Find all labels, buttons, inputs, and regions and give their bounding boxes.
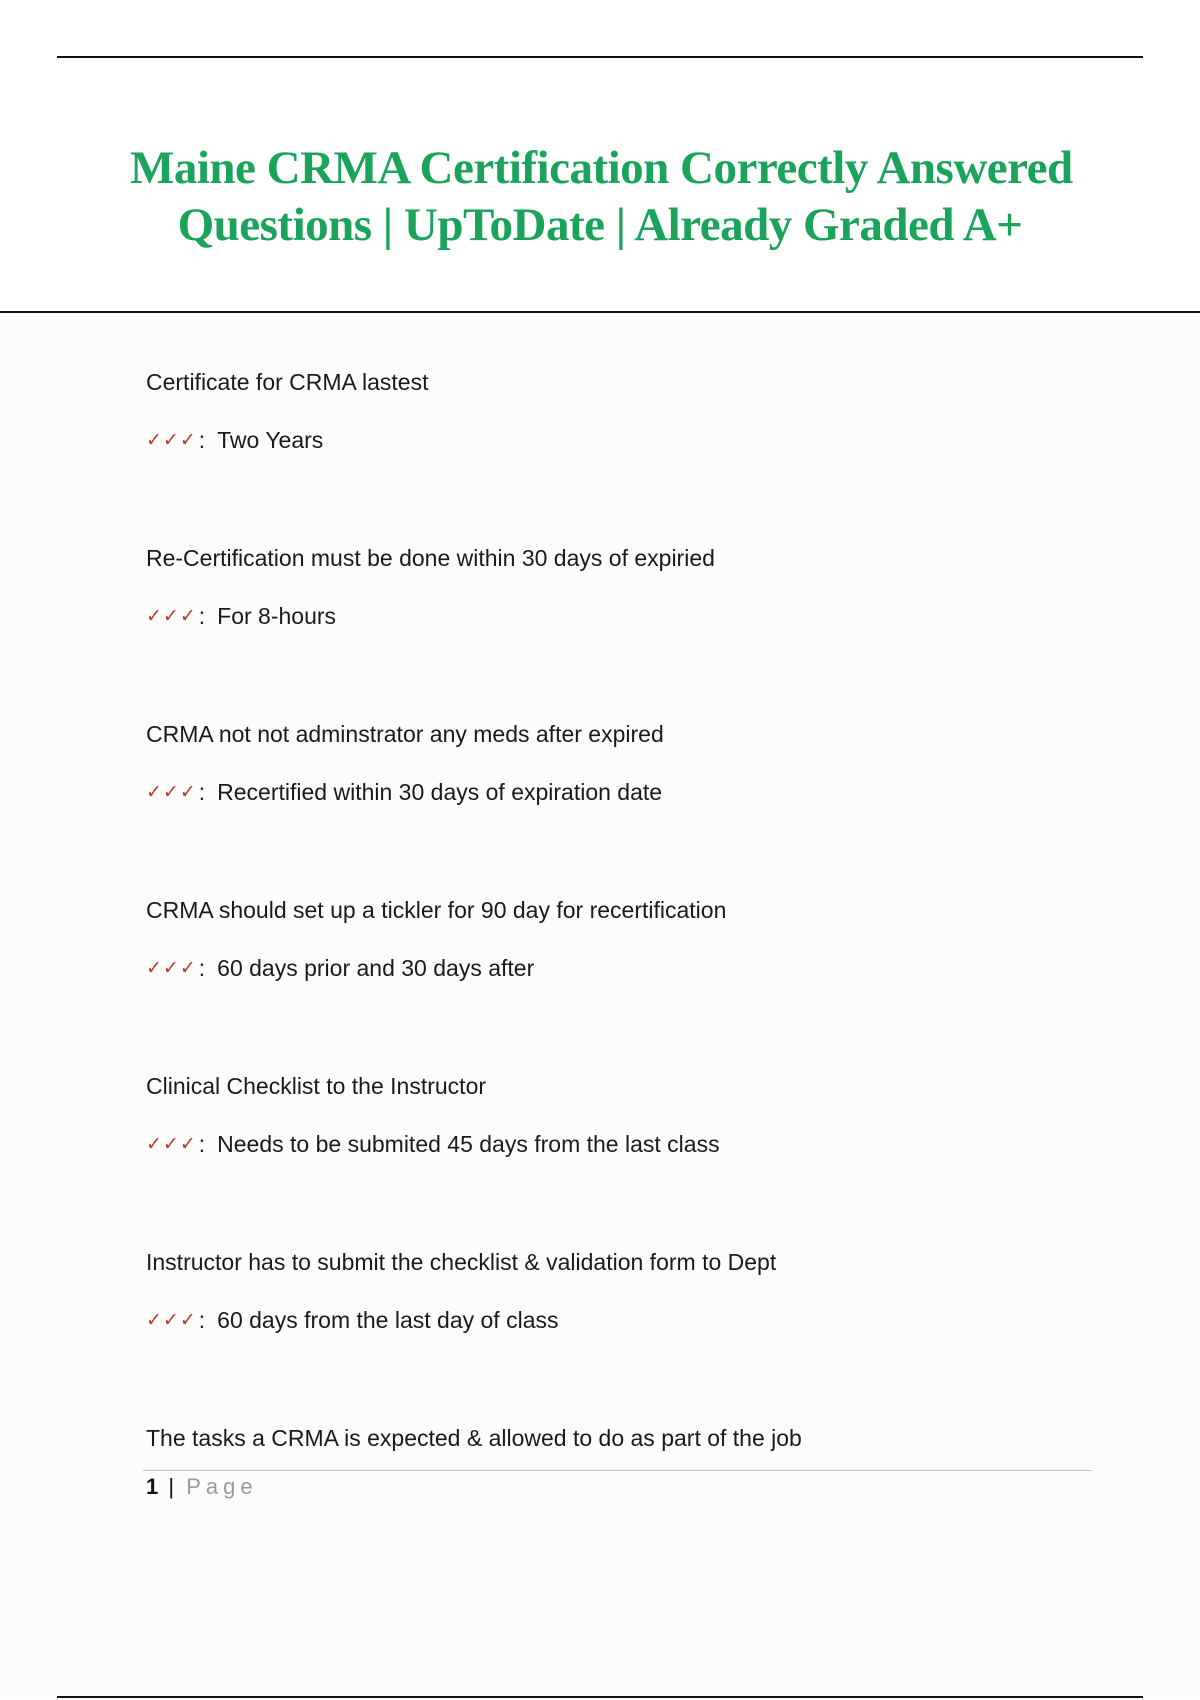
document-title [130,140,1073,254]
checkmark-icon: ✓✓✓ [146,1133,197,1155]
page-label: Page [186,1474,258,1499]
checkmark-icon: ✓✓✓ [146,1309,197,1331]
answer-separator: : [198,955,206,981]
qa-item [146,719,1106,895]
question-text: Clinical Checklist to the Instructor [146,1073,487,1099]
answer-line [146,425,1106,455]
question-text: The tasks a CRMA is expected & allowed to do as part of the job [146,1425,802,1451]
checkmark-icon: ✓✓✓ [146,605,197,627]
answer-separator: : [198,1131,206,1157]
checkmark-icon: ✓✓✓ [146,781,197,803]
question-text: Re-Certification must be done within 30 days of expiried [146,545,715,571]
footer-rule [143,1470,1092,1471]
answer-separator: : [198,779,206,805]
bottom-rule [57,1696,1143,1698]
answer-text: 60 days from the last day of class [217,1307,559,1333]
header-rule [57,56,1143,58]
answer-line [146,1129,1106,1159]
answer-line [146,1305,1106,1335]
qa-item [146,1071,1106,1247]
question-text: CRMA not not adminstrator any meds after expired [146,721,664,747]
question-text: CRMA should set up a tickler for 90 day for recertification [146,897,727,923]
answer-line [146,953,1106,983]
answer-text: Two Years [217,427,324,453]
answer-text: Recertified within 30 days of expiration date [217,779,663,805]
answer-separator: : [198,603,206,629]
answer-line [146,601,1106,631]
answer-separator: : [198,1307,206,1333]
qa-item [146,895,1106,1071]
answer-line [146,777,1106,807]
qa-item [146,367,1106,543]
qa-list [146,367,1106,1423]
qa-item [146,543,1106,719]
answer-text: 60 days prior and 30 days after [217,955,535,981]
checkmark-icon: ✓✓✓ [146,429,197,451]
title-line-1: Maine CRMA Certification Correctly Answered [130,142,1073,194]
qa-item [146,1247,1106,1423]
page-footer [146,1472,258,1502]
answer-separator: : [198,427,206,453]
title-line-2: Questions | UpToDate | Already Graded A+ [177,199,1023,251]
footer-separator: | [168,1474,175,1499]
checkmark-icon: ✓✓✓ [146,957,197,979]
question-text: Certificate for CRMA lastest [146,369,429,395]
answer-text: Needs to be submited 45 days from the last class [217,1131,720,1157]
answer-text: For 8-hours [217,603,337,629]
question-text: Instructor has to submit the checklist & validation form to Dept [146,1249,777,1275]
page-number: 1 [146,1474,159,1499]
